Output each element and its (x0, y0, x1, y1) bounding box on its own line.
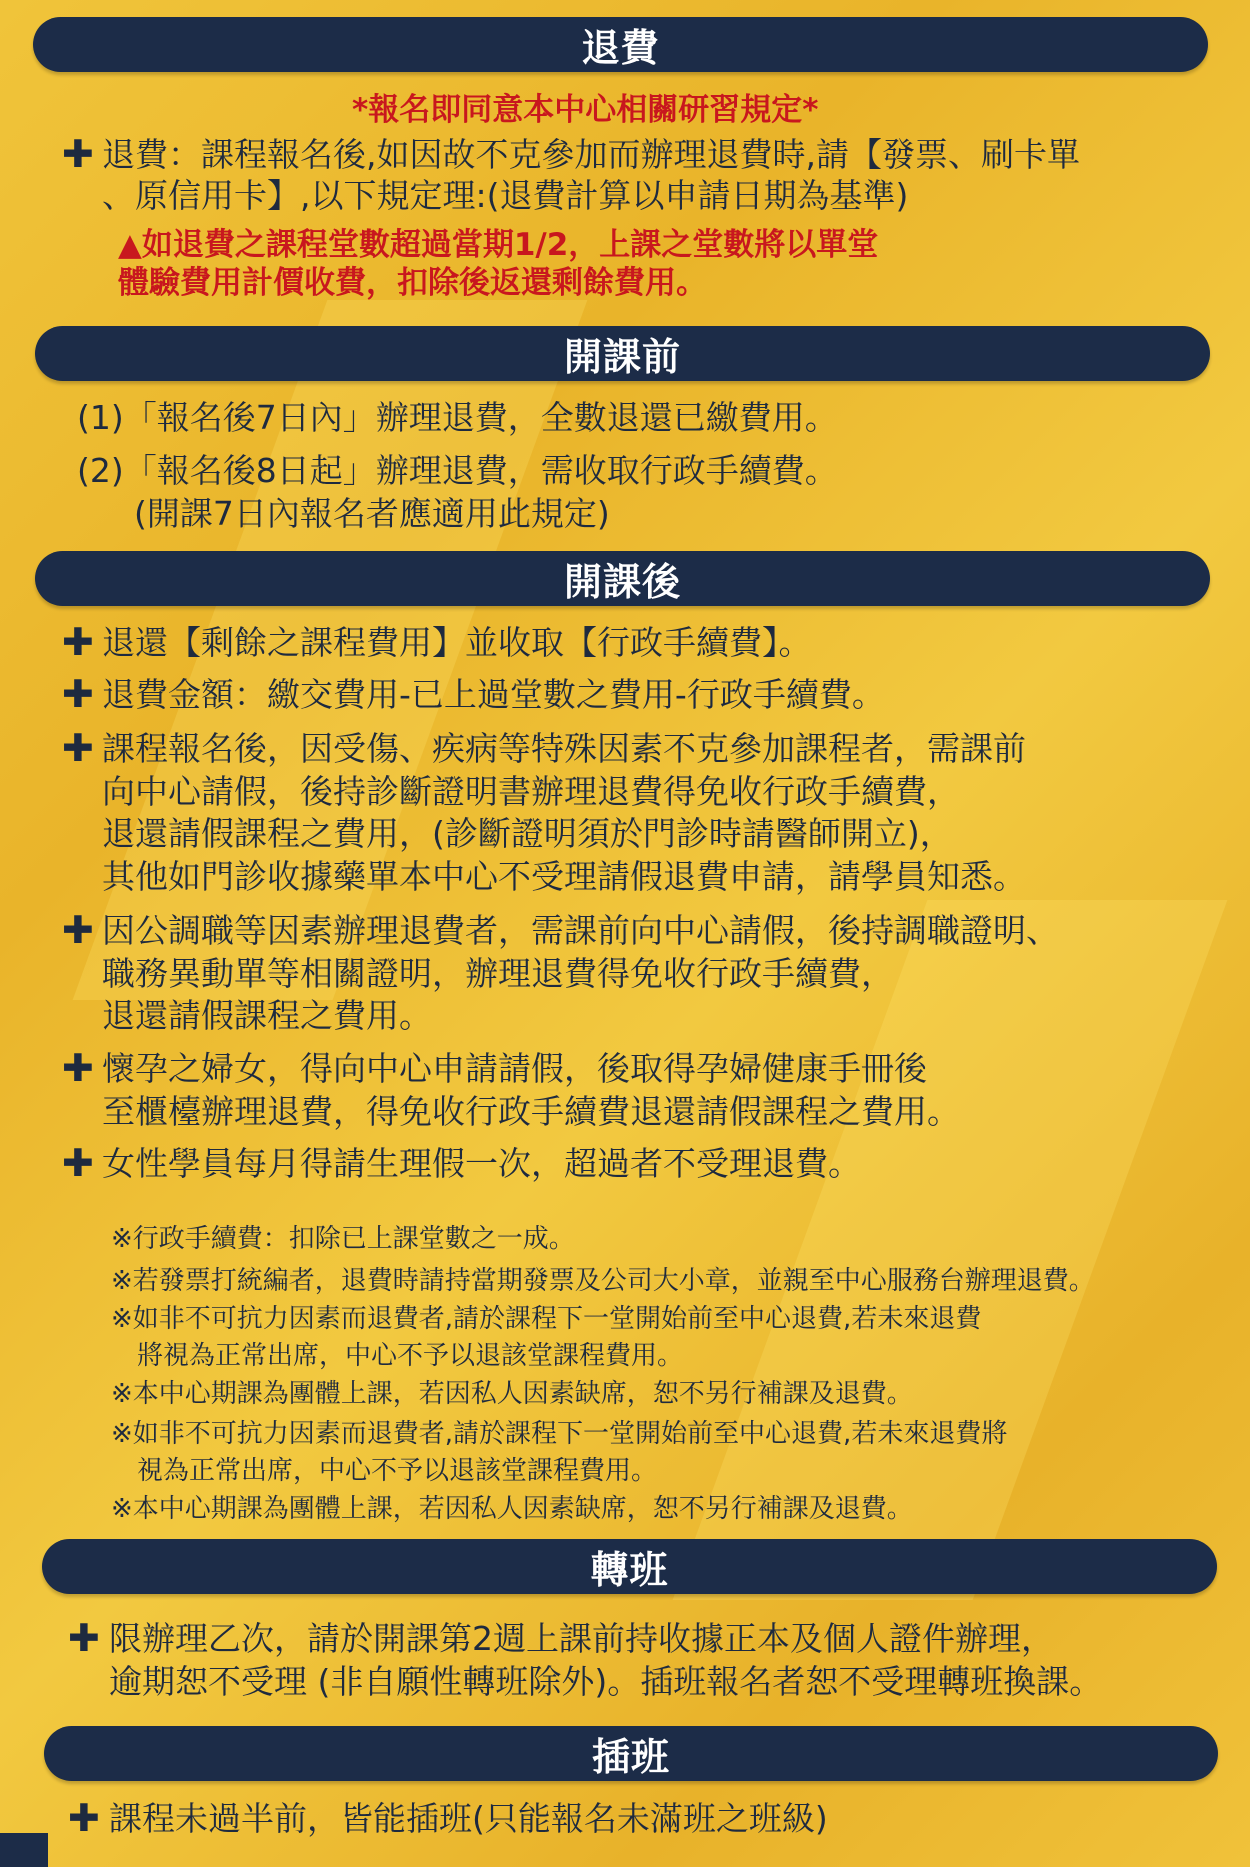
list-item: (1)「報名後7日內」辦理退費，全數退還已繳費用。 (77, 398, 838, 437)
note-text: ※行政手續費：扣除已上課堂數之一成。 (111, 1224, 575, 1254)
plus-icon: ✚ (62, 1141, 94, 1185)
plus-icon: ✚ (62, 672, 94, 716)
note-text: 將視為正常出席，中心不予以退該堂課程費用。 (137, 1341, 684, 1371)
section-title: 開課前 (563, 335, 681, 379)
section-header-refund (33, 17, 1208, 72)
bullet-text: 女性學員每月得請生理假一次，超過者不受理退費。 (102, 1144, 861, 1183)
section-title: 開課後 (563, 560, 681, 604)
bullet-text: 退還請假課程之費用。 (102, 996, 432, 1035)
section-header-join (44, 1726, 1218, 1781)
bullet-text: 向中心請假，後持診斷證明書辦理退費得免收行政手續費， (102, 772, 960, 811)
warning-text: 體驗費用計價收費，扣除後返還剩餘費用。 (118, 265, 707, 301)
note-text: ※本中心期課為團體上課，若因私人因素缺席，恕不另行補課及退費。 (111, 1494, 913, 1524)
section-title: 轉班 (590, 1548, 669, 1592)
section-header-before (35, 326, 1210, 381)
warning-text: ▲如退費之課程堂數超過當期1/2，上課之堂數將以單堂 (118, 227, 879, 263)
bullet-text: 課程未過半前，皆能插班(只能報名未滿班之班級) (109, 1799, 828, 1838)
note-text: ※如非不可抗力因素而退費者,請於課程下一堂開始前至中心退費,若未來退費將 (111, 1419, 1008, 1449)
bullet-text: 退費：課程報名後,如因故不克參加而辦理退費時,請【發票、刷卡單 (102, 135, 1080, 174)
section-header-after (35, 551, 1210, 606)
plus-icon: ✚ (62, 1046, 94, 1090)
plus-icon: ✚ (68, 1796, 100, 1840)
bullet-text: 課程報名後，因受傷、疾病等特殊因素不克參加課程者，需課前 (102, 729, 1026, 768)
corner-block (0, 1833, 48, 1867)
bullet-text: 因公調職等因素辦理退費者，需課前向中心請假，後持調職證明、 (102, 911, 1059, 950)
bullet-text: 逾期恕不受理 (非自願性轉班除外)。插班報名者恕不受理轉班換課。 (109, 1662, 1103, 1701)
notice-text: *報名即同意本中心相關研習規定* (352, 92, 819, 128)
bullet-text: 限辦理乙次，請於開課第2週上課前持收據正本及個人證件辦理， (109, 1619, 1054, 1658)
note-text: ※如非不可抗力因素而退費者,請於課程下一堂開始前至中心退費,若未來退費 (111, 1304, 982, 1334)
plus-icon: ✚ (62, 908, 94, 952)
plus-icon: ✚ (62, 132, 94, 176)
bullet-text: 其他如門診收據藥單本中心不受理請假退費申請，請學員知悉。 (102, 857, 1026, 896)
bullet-text: 退費金額：繳交費用-已上過堂數之費用-行政手續費。 (102, 675, 885, 714)
note-text: ※本中心期課為團體上課，若因私人因素缺席，恕不另行補課及退費。 (111, 1379, 913, 1409)
plus-icon: ✚ (62, 620, 94, 664)
bullet-text: 懷孕之婦女，得向中心申請請假，後取得孕婦健康手冊後 (102, 1049, 927, 1088)
plus-icon: ✚ (62, 726, 94, 770)
list-item: (2)「報名後8日起」辦理退費，需收取行政手續費。 (77, 451, 838, 490)
bullet-text: 退還【剩餘之課程費用】並收取【行政手續費】。 (102, 623, 812, 662)
bullet-text: 退還請假課程之費用，(診斷證明須於門診時請醫師開立)， (102, 814, 953, 853)
plus-icon: ✚ (68, 1616, 100, 1660)
bullet-text: 、原信用卡】,以下規定理:(退費計算以申請日期為基準) (102, 176, 909, 215)
section-title: 退費 (581, 26, 660, 70)
note-text: 視為正常出席，中心不予以退該堂課程費用。 (137, 1456, 658, 1486)
list-item: (開課7日內報名者應適用此規定) (134, 494, 610, 533)
section-title: 插班 (591, 1735, 670, 1779)
bullet-text: 職務異動單等相關證明，辦理退費得免收行政手續費， (102, 954, 894, 993)
note-text: ※若發票打統編者，退費時請持當期發票及公司大小章，並親至中心服務台辦理退費。 (111, 1266, 1095, 1296)
bullet-text: 至櫃檯辦理退費，得免收行政手續費退還請假課程之費用。 (102, 1092, 960, 1131)
section-header-transfer (42, 1539, 1217, 1594)
